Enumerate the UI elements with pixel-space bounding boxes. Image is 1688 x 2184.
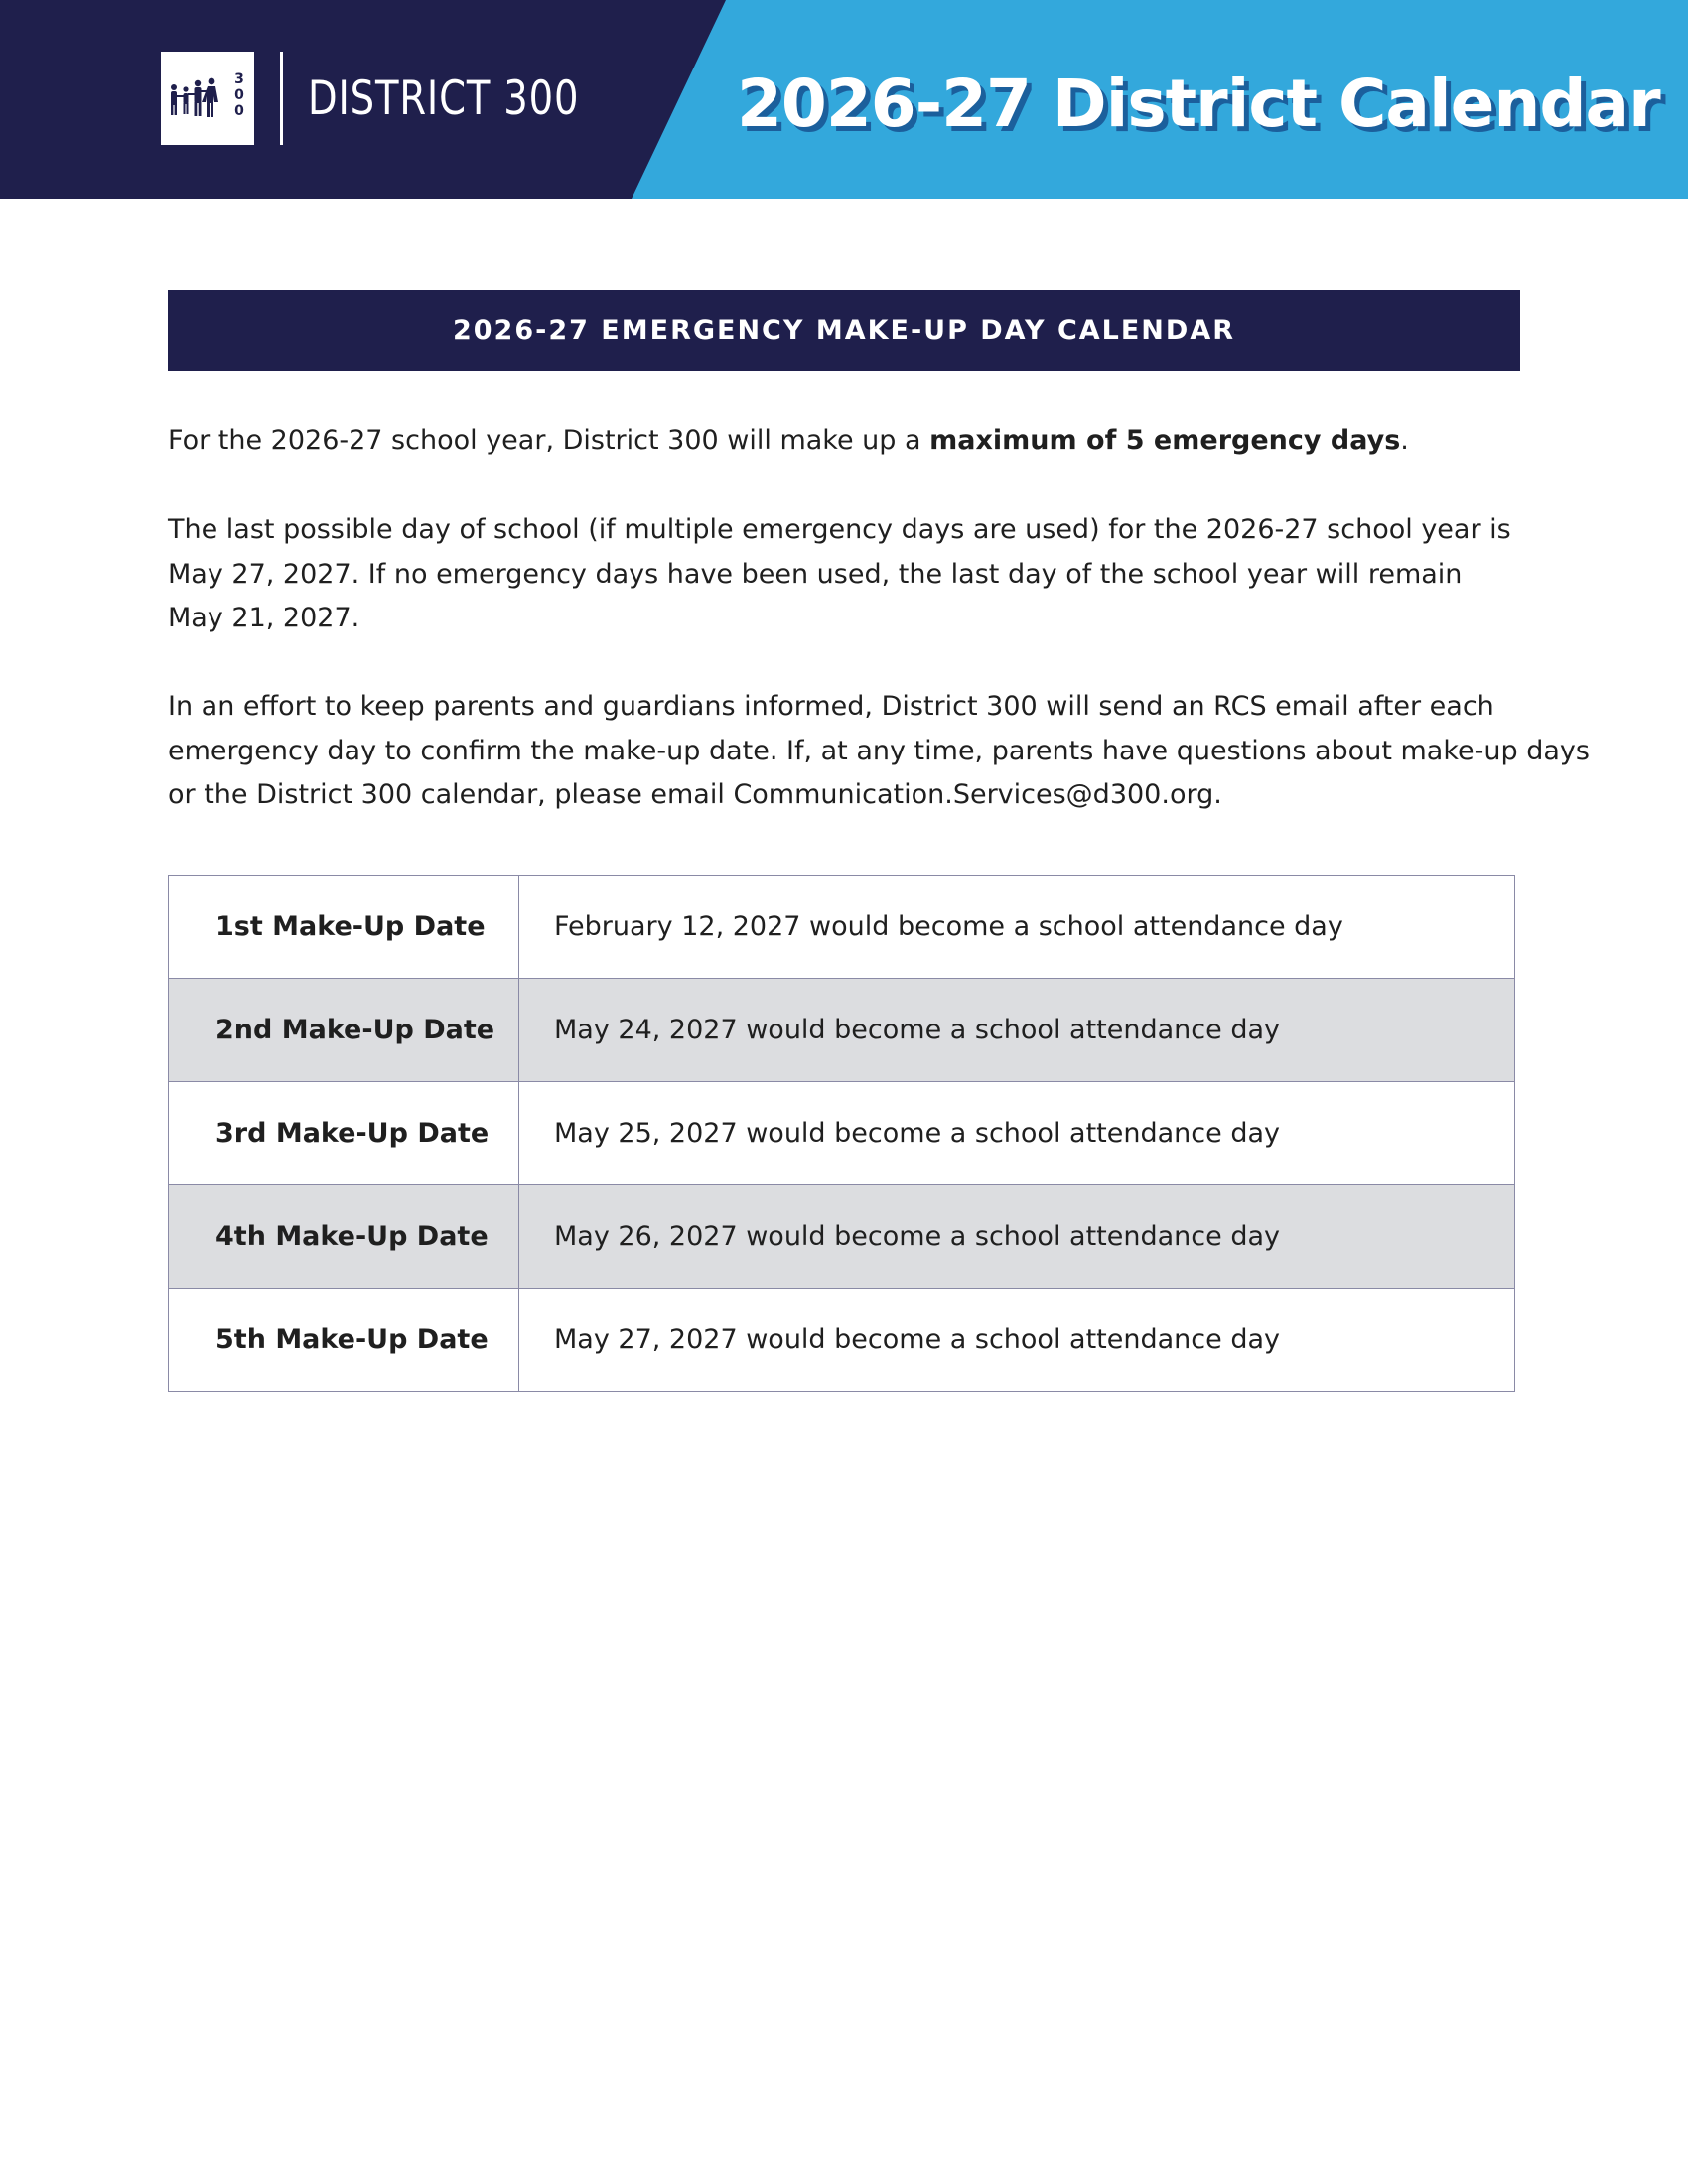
makeup-label: 3rd Make-Up Date <box>169 1082 519 1185</box>
makeup-description: February 12, 2027 would become a school attendance day <box>519 876 1515 979</box>
logo-digit: 3 <box>234 71 244 87</box>
paragraph-line: emergency day to confirm the make-up date. If, at any time, parents have questions about make-up days <box>168 735 1590 766</box>
paragraph-bold-text: maximum of 5 emergency days <box>929 425 1401 456</box>
table-row <box>169 876 1515 979</box>
makeup-label: 5th Make-Up Date <box>169 1289 519 1392</box>
paragraph-line: In an effort to keep parents and guardians informed, District 300 will send an RCS email after each <box>168 691 1494 722</box>
table-row <box>169 1185 1515 1289</box>
makeup-label: 2nd Make-Up Date <box>169 979 519 1082</box>
table-row <box>169 1289 1515 1392</box>
makeup-date-table <box>168 875 1515 1392</box>
family-figures-icon <box>167 73 230 121</box>
paragraph-text: For the 2026-27 school year, District 300 will make up a <box>168 425 930 456</box>
district-name: DISTRICT 300 <box>308 71 580 126</box>
intro-paragraph-3 <box>168 685 1590 818</box>
makeup-description: May 27, 2027 would become a school attendance day <box>519 1289 1515 1392</box>
section-title-bar: 2026-27 EMERGENCY MAKE-UP DAY CALENDAR <box>168 290 1520 371</box>
intro-paragraph-1 <box>168 419 1538 464</box>
paragraph-line: The last possible day of school (if multiple emergency days are used) for the 2026-27 school year is <box>168 514 1511 545</box>
makeup-description: May 24, 2027 would become a school attendance day <box>519 979 1515 1082</box>
makeup-description: May 25, 2027 would become a school attendance day <box>519 1082 1515 1185</box>
paragraph-line: May 27, 2027. If no emergency days have been used, the last day of the school year will remain <box>168 558 1463 590</box>
logo-divider <box>280 52 283 145</box>
page-title: 2026-27 District Calendar <box>737 66 1660 142</box>
makeup-label: 1st Make-Up Date <box>169 876 519 979</box>
makeup-label: 4th Make-Up Date <box>169 1185 519 1289</box>
logo-digit: 0 <box>234 103 244 119</box>
table-row <box>169 1082 1515 1185</box>
logo-digit: 0 <box>234 87 244 103</box>
paragraph-line: or the District 300 calendar, please email Communication.Services@d300.org. <box>168 779 1222 810</box>
header-banner <box>0 0 1688 199</box>
intro-paragraph-2 <box>168 508 1538 641</box>
logo-number <box>230 71 248 119</box>
table-row <box>169 979 1515 1082</box>
makeup-description: May 26, 2027 would become a school attendance day <box>519 1185 1515 1289</box>
paragraph-text: . <box>1400 425 1409 456</box>
paragraph-line: May 21, 2027. <box>168 603 360 633</box>
district-logo <box>161 52 254 145</box>
